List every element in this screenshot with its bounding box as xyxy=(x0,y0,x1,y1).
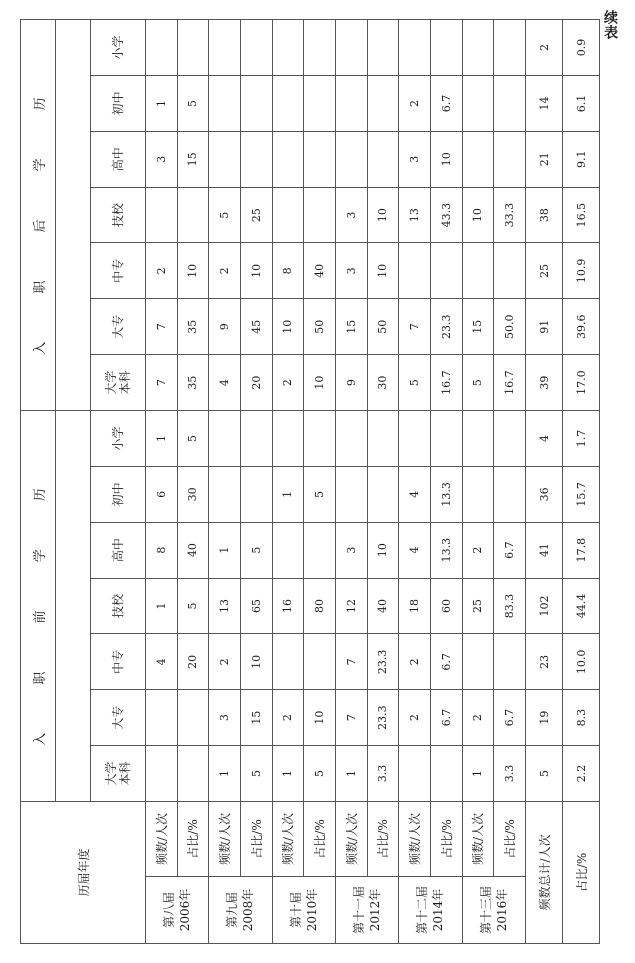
before-freq-cell: 1 xyxy=(272,466,304,522)
before-level-header xyxy=(91,746,146,802)
after-freq-cell xyxy=(272,131,304,187)
before-freq-cell xyxy=(335,410,367,466)
total-before-pct-cell: 8.3 xyxy=(563,690,600,746)
before-level-header xyxy=(91,690,146,746)
after-pct-cell: 30 xyxy=(367,355,399,411)
total-after-freq-cell: 25 xyxy=(526,243,563,299)
cohort-pct-row xyxy=(304,20,336,944)
after-freq-cell xyxy=(272,76,304,132)
before-pct-cell: 40 xyxy=(367,578,399,634)
before-freq-cell: 16 xyxy=(272,578,304,634)
freq-label: 频数/人次 xyxy=(146,801,178,876)
after-freq-cell: 15 xyxy=(335,299,367,355)
total-before-pct-cell: 1.7 xyxy=(563,410,600,466)
freq-label: 频数/人次 xyxy=(462,801,494,876)
total-before-freq-cell: 41 xyxy=(526,522,563,578)
before-freq-cell: 3 xyxy=(335,522,367,578)
level-label: 小学 xyxy=(111,35,125,60)
before-pct-cell: 5 xyxy=(177,578,209,634)
level-label: 中专 xyxy=(111,649,125,674)
after-pct-cell: 10 xyxy=(367,187,399,243)
before-pct-cell xyxy=(304,522,336,578)
after-pct-cell: 5 xyxy=(177,76,209,132)
before-freq-cell: 2 xyxy=(399,634,431,690)
cohort-name-cell xyxy=(209,877,272,944)
before-freq-cell xyxy=(399,410,431,466)
level-label: 高中 xyxy=(111,538,125,563)
after-pct-cell: 50 xyxy=(304,299,336,355)
after-pct-cell: 15 xyxy=(177,131,209,187)
total-freq-label: 频数总计/人次 xyxy=(526,801,563,943)
total-before-pct-cell: 44.4 xyxy=(563,578,600,634)
before-freq-cell: 13 xyxy=(209,578,241,634)
total-after-pct-cell: 9.1 xyxy=(563,131,600,187)
before-pct-cell: 13.3 xyxy=(430,522,462,578)
total-before-pct-cell: 15.7 xyxy=(563,466,600,522)
cohort-freq-row xyxy=(272,20,304,944)
before-freq-cell xyxy=(272,522,304,578)
after-freq-cell xyxy=(272,20,304,76)
after-pct-cell xyxy=(304,131,336,187)
before-freq-cell: 6 xyxy=(146,466,178,522)
after-pct-cell xyxy=(494,20,526,76)
before-freq-cell xyxy=(399,746,431,802)
cohort-pct-row xyxy=(240,20,272,944)
cohort-freq-row xyxy=(146,20,178,944)
after-pct-cell: 40 xyxy=(304,243,336,299)
before-group-header: 入 职 前 学 历 xyxy=(21,410,56,801)
pct-label: 占比/% xyxy=(304,801,336,876)
after-freq-cell xyxy=(399,243,431,299)
before-pct-cell: 20 xyxy=(177,634,209,690)
after-pct-cell: 10 xyxy=(304,355,336,411)
total-after-pct-cell: 17.0 xyxy=(563,355,600,411)
total-freq-row xyxy=(526,20,563,944)
before-freq-cell xyxy=(146,746,178,802)
after-pct-cell xyxy=(367,20,399,76)
before-pct-cell xyxy=(494,466,526,522)
after-freq-cell xyxy=(462,20,494,76)
before-pct-cell xyxy=(177,746,209,802)
level-label: 中专 xyxy=(111,258,125,283)
before-pct-cell: 10 xyxy=(304,690,336,746)
cohort-name-cell xyxy=(462,877,525,944)
before-freq-cell: 2 xyxy=(399,690,431,746)
total-after-freq-cell: 38 xyxy=(526,187,563,243)
after-pct-cell: 33.3 xyxy=(494,187,526,243)
after-pct-cell: 20 xyxy=(240,355,272,411)
before-pct-cell xyxy=(494,410,526,466)
after-freq-cell xyxy=(335,20,367,76)
before-level-header xyxy=(91,522,146,578)
cohort-year: 2008年 xyxy=(241,888,256,932)
pct-label: 占比/% xyxy=(430,801,462,876)
total-after-pct-cell: 39.6 xyxy=(563,299,600,355)
total-before-freq-cell: 36 xyxy=(526,466,563,522)
total-before-pct-cell: 10.0 xyxy=(563,634,600,690)
freq-label: 频数/人次 xyxy=(272,801,304,876)
total-after-freq-cell: 91 xyxy=(526,299,563,355)
before-pct-cell xyxy=(367,410,399,466)
before-group-spacer xyxy=(56,410,91,801)
after-freq-cell: 13 xyxy=(399,187,431,243)
after-freq-cell: 3 xyxy=(335,243,367,299)
after-freq-cell xyxy=(146,20,178,76)
before-pct-cell: 15 xyxy=(240,690,272,746)
after-pct-cell: 10 xyxy=(240,243,272,299)
before-level-header xyxy=(91,466,146,522)
after-pct-cell xyxy=(240,131,272,187)
before-freq-cell: 1 xyxy=(272,746,304,802)
after-level-header xyxy=(91,355,146,411)
cohort-pct-row xyxy=(367,20,399,944)
cohort-name: 第八届 xyxy=(162,892,177,929)
before-pct-cell xyxy=(177,690,209,746)
before-pct-cell: 5 xyxy=(304,466,336,522)
after-freq-cell xyxy=(209,20,241,76)
after-pct-cell xyxy=(430,20,462,76)
before-pct-cell: 23.3 xyxy=(367,690,399,746)
pct-label: 占比/% xyxy=(177,801,209,876)
level-label: 技校 xyxy=(111,593,125,618)
after-pct-cell xyxy=(304,187,336,243)
total-before-pct-cell: 2.2 xyxy=(563,746,600,802)
after-pct-cell: 43.3 xyxy=(430,187,462,243)
before-level-header xyxy=(91,634,146,690)
before-freq-cell: 1 xyxy=(209,522,241,578)
before-freq-cell: 2 xyxy=(209,634,241,690)
before-freq-cell: 2 xyxy=(462,522,494,578)
level-label: 大学 xyxy=(104,761,118,786)
after-pct-cell: 16.7 xyxy=(494,355,526,411)
before-pct-cell: 80 xyxy=(304,578,336,634)
before-pct-cell: 60 xyxy=(430,578,462,634)
before-freq-cell: 12 xyxy=(335,578,367,634)
total-pct-row xyxy=(563,20,600,944)
after-freq-cell: 9 xyxy=(335,355,367,411)
after-level-header xyxy=(91,187,146,243)
after-pct-cell xyxy=(240,76,272,132)
before-freq-cell: 7 xyxy=(335,690,367,746)
before-pct-cell xyxy=(494,634,526,690)
before-freq-cell: 2 xyxy=(272,690,304,746)
before-freq-cell: 1 xyxy=(335,746,367,802)
before-freq-cell xyxy=(462,634,494,690)
after-pct-cell: 10 xyxy=(177,243,209,299)
after-pct-cell xyxy=(494,243,526,299)
total-after-pct-cell: 6.1 xyxy=(563,76,600,132)
before-level-header xyxy=(91,578,146,634)
after-freq-cell xyxy=(462,76,494,132)
after-freq-cell xyxy=(335,131,367,187)
before-pct-cell: 10 xyxy=(367,522,399,578)
before-pct-cell: 5 xyxy=(304,746,336,802)
pct-label: 占比/% xyxy=(494,801,526,876)
before-pct-cell: 23.3 xyxy=(367,634,399,690)
after-freq-cell: 3 xyxy=(335,187,367,243)
before-pct-cell: 83.3 xyxy=(494,578,526,634)
before-pct-cell: 65 xyxy=(240,578,272,634)
before-pct-cell: 5 xyxy=(240,746,272,802)
before-pct-cell: 5 xyxy=(177,410,209,466)
total-after-pct-cell: 10.9 xyxy=(563,243,600,299)
after-freq-cell: 7 xyxy=(146,299,178,355)
after-freq-cell xyxy=(399,20,431,76)
after-pct-cell xyxy=(304,20,336,76)
level-label: 本科 xyxy=(118,761,132,786)
level-label: 本科 xyxy=(118,370,132,395)
freq-label: 频数/人次 xyxy=(335,801,367,876)
cohort-year: 2006年 xyxy=(178,888,193,932)
cohort-name: 第十届 xyxy=(288,892,303,929)
after-pct-cell xyxy=(304,76,336,132)
after-freq-cell xyxy=(209,76,241,132)
after-pct-cell: 35 xyxy=(177,355,209,411)
after-freq-cell xyxy=(209,131,241,187)
education-table-wrapper xyxy=(20,19,600,944)
before-pct-cell: 30 xyxy=(177,466,209,522)
after-pct-cell xyxy=(430,243,462,299)
cohort-name: 第十一届 xyxy=(352,886,367,935)
after-group-spacer xyxy=(56,20,91,411)
after-pct-cell: 45 xyxy=(240,299,272,355)
continued-label: 续表 xyxy=(602,10,618,40)
after-freq-cell xyxy=(462,243,494,299)
after-freq-cell xyxy=(335,76,367,132)
after-pct-cell: 50.0 xyxy=(494,299,526,355)
cohort-name-cell xyxy=(272,877,335,944)
total-after-freq-cell: 2 xyxy=(526,20,563,76)
after-level-header xyxy=(91,76,146,132)
after-pct-cell xyxy=(177,187,209,243)
before-freq-cell xyxy=(209,466,241,522)
after-freq-cell: 3 xyxy=(399,131,431,187)
level-label: 大学 xyxy=(104,370,118,395)
after-level-header xyxy=(91,299,146,355)
after-freq-cell: 7 xyxy=(146,355,178,411)
after-freq-cell: 5 xyxy=(399,355,431,411)
level-label: 技校 xyxy=(111,203,125,228)
total-after-freq-cell: 14 xyxy=(526,76,563,132)
after-pct-cell xyxy=(367,131,399,187)
before-freq-cell: 8 xyxy=(146,522,178,578)
before-freq-cell: 25 xyxy=(462,578,494,634)
after-pct-cell: 23.3 xyxy=(430,299,462,355)
level-label: 初中 xyxy=(111,91,125,116)
after-freq-cell: 5 xyxy=(209,187,241,243)
total-before-freq-cell: 5 xyxy=(526,746,563,802)
before-freq-cell xyxy=(272,634,304,690)
after-freq-cell: 2 xyxy=(146,243,178,299)
cohort-freq-row xyxy=(335,20,367,944)
cohort-name-cell xyxy=(146,877,209,944)
after-pct-cell xyxy=(494,76,526,132)
before-pct-cell: 13.3 xyxy=(430,466,462,522)
after-freq-cell: 1 xyxy=(146,76,178,132)
after-freq-cell: 2 xyxy=(399,76,431,132)
level-label: 大专 xyxy=(111,705,125,730)
after-freq-cell: 10 xyxy=(462,187,494,243)
before-pct-cell xyxy=(367,466,399,522)
after-freq-cell: 3 xyxy=(146,131,178,187)
before-pct-cell: 3.3 xyxy=(494,746,526,802)
cohort-year: 2012年 xyxy=(368,888,383,932)
after-pct-cell xyxy=(177,20,209,76)
before-freq-cell: 1 xyxy=(209,746,241,802)
after-freq-cell: 15 xyxy=(462,299,494,355)
before-freq-cell: 7 xyxy=(335,634,367,690)
pct-label: 占比/% xyxy=(240,801,272,876)
before-pct-cell: 6.7 xyxy=(494,690,526,746)
before-freq-cell: 1 xyxy=(146,578,178,634)
after-freq-cell: 9 xyxy=(209,299,241,355)
pct-label: 占比/% xyxy=(367,801,399,876)
after-freq-cell: 4 xyxy=(209,355,241,411)
total-before-freq-cell: 19 xyxy=(526,690,563,746)
after-freq-cell: 7 xyxy=(399,299,431,355)
cohort-freq-row xyxy=(399,20,431,944)
before-level-header xyxy=(91,410,146,466)
before-pct-cell xyxy=(304,410,336,466)
cohort-name: 第十二届 xyxy=(415,886,430,935)
after-level-header xyxy=(91,20,146,76)
stub-header: 历届年度 xyxy=(21,801,146,943)
before-pct-cell: 6.7 xyxy=(494,522,526,578)
before-pct-cell: 40 xyxy=(177,522,209,578)
before-freq-cell xyxy=(209,410,241,466)
total-after-pct-cell: 0.9 xyxy=(563,20,600,76)
before-freq-cell xyxy=(462,410,494,466)
cohort-name-cell xyxy=(335,877,398,944)
after-freq-cell: 8 xyxy=(272,243,304,299)
total-after-freq-cell: 21 xyxy=(526,131,563,187)
level-label: 高中 xyxy=(111,147,125,172)
after-pct-cell xyxy=(240,20,272,76)
before-freq-cell: 2 xyxy=(462,690,494,746)
before-freq-cell xyxy=(272,410,304,466)
before-freq-cell: 4 xyxy=(399,522,431,578)
before-freq-cell: 18 xyxy=(399,578,431,634)
before-pct-cell xyxy=(430,746,462,802)
before-pct-cell xyxy=(240,410,272,466)
before-pct-cell: 3.3 xyxy=(367,746,399,802)
total-before-freq-cell: 4 xyxy=(526,410,563,466)
total-before-freq-cell: 102 xyxy=(526,578,563,634)
cohort-name-cell xyxy=(399,877,462,944)
before-freq-cell xyxy=(335,466,367,522)
before-pct-cell: 10 xyxy=(240,634,272,690)
after-pct-cell: 6.7 xyxy=(430,76,462,132)
cohort-year: 2016年 xyxy=(494,888,509,932)
after-freq-cell xyxy=(146,187,178,243)
total-pct-label: 占比/% xyxy=(563,801,600,943)
cohort-freq-row xyxy=(462,20,494,944)
table-header xyxy=(21,20,146,944)
total-after-pct-cell: 16.5 xyxy=(563,187,600,243)
after-freq-cell: 2 xyxy=(209,243,241,299)
before-freq-cell: 3 xyxy=(209,690,241,746)
education-table xyxy=(20,19,600,944)
before-pct-cell xyxy=(430,410,462,466)
after-level-header xyxy=(91,131,146,187)
after-freq-cell xyxy=(462,131,494,187)
level-label: 小学 xyxy=(111,426,125,451)
before-pct-cell xyxy=(304,634,336,690)
after-pct-cell xyxy=(367,76,399,132)
freq-label: 频数/人次 xyxy=(209,801,241,876)
cohort-year: 2010年 xyxy=(304,888,319,932)
after-level-header xyxy=(91,243,146,299)
cohort-name: 第十三届 xyxy=(478,886,493,935)
freq-label: 频数/人次 xyxy=(399,801,431,876)
table-body xyxy=(146,20,600,944)
after-group-header: 入 职 后 学 历 xyxy=(21,20,56,411)
after-pct-cell xyxy=(494,131,526,187)
before-pct-cell: 6.7 xyxy=(430,634,462,690)
level-label: 初中 xyxy=(111,482,125,507)
before-freq-cell: 4 xyxy=(146,634,178,690)
after-pct-cell: 50 xyxy=(367,299,399,355)
before-freq-cell xyxy=(462,466,494,522)
cohort-name: 第九届 xyxy=(225,892,240,929)
level-label: 大专 xyxy=(111,314,125,339)
before-freq-cell xyxy=(146,690,178,746)
after-pct-cell: 10 xyxy=(430,131,462,187)
total-before-freq-cell: 23 xyxy=(526,634,563,690)
after-pct-cell: 10 xyxy=(367,243,399,299)
after-pct-cell: 16.7 xyxy=(430,355,462,411)
cohort-year: 2014年 xyxy=(431,888,446,932)
before-freq-cell: 1 xyxy=(462,746,494,802)
after-freq-cell xyxy=(272,187,304,243)
cohort-pct-row xyxy=(494,20,526,944)
before-freq-cell: 4 xyxy=(399,466,431,522)
cohort-freq-row xyxy=(209,20,241,944)
after-freq-cell: 2 xyxy=(272,355,304,411)
cohort-pct-row xyxy=(177,20,209,944)
total-before-pct-cell: 17.8 xyxy=(563,522,600,578)
before-pct-cell: 5 xyxy=(240,522,272,578)
after-freq-cell: 10 xyxy=(272,299,304,355)
after-freq-cell: 5 xyxy=(462,355,494,411)
after-pct-cell: 25 xyxy=(240,187,272,243)
before-pct-cell xyxy=(240,466,272,522)
before-freq-cell: 1 xyxy=(146,410,178,466)
after-pct-cell: 35 xyxy=(177,299,209,355)
cohort-pct-row xyxy=(430,20,462,944)
before-pct-cell: 6.7 xyxy=(430,690,462,746)
total-after-freq-cell: 39 xyxy=(526,355,563,411)
